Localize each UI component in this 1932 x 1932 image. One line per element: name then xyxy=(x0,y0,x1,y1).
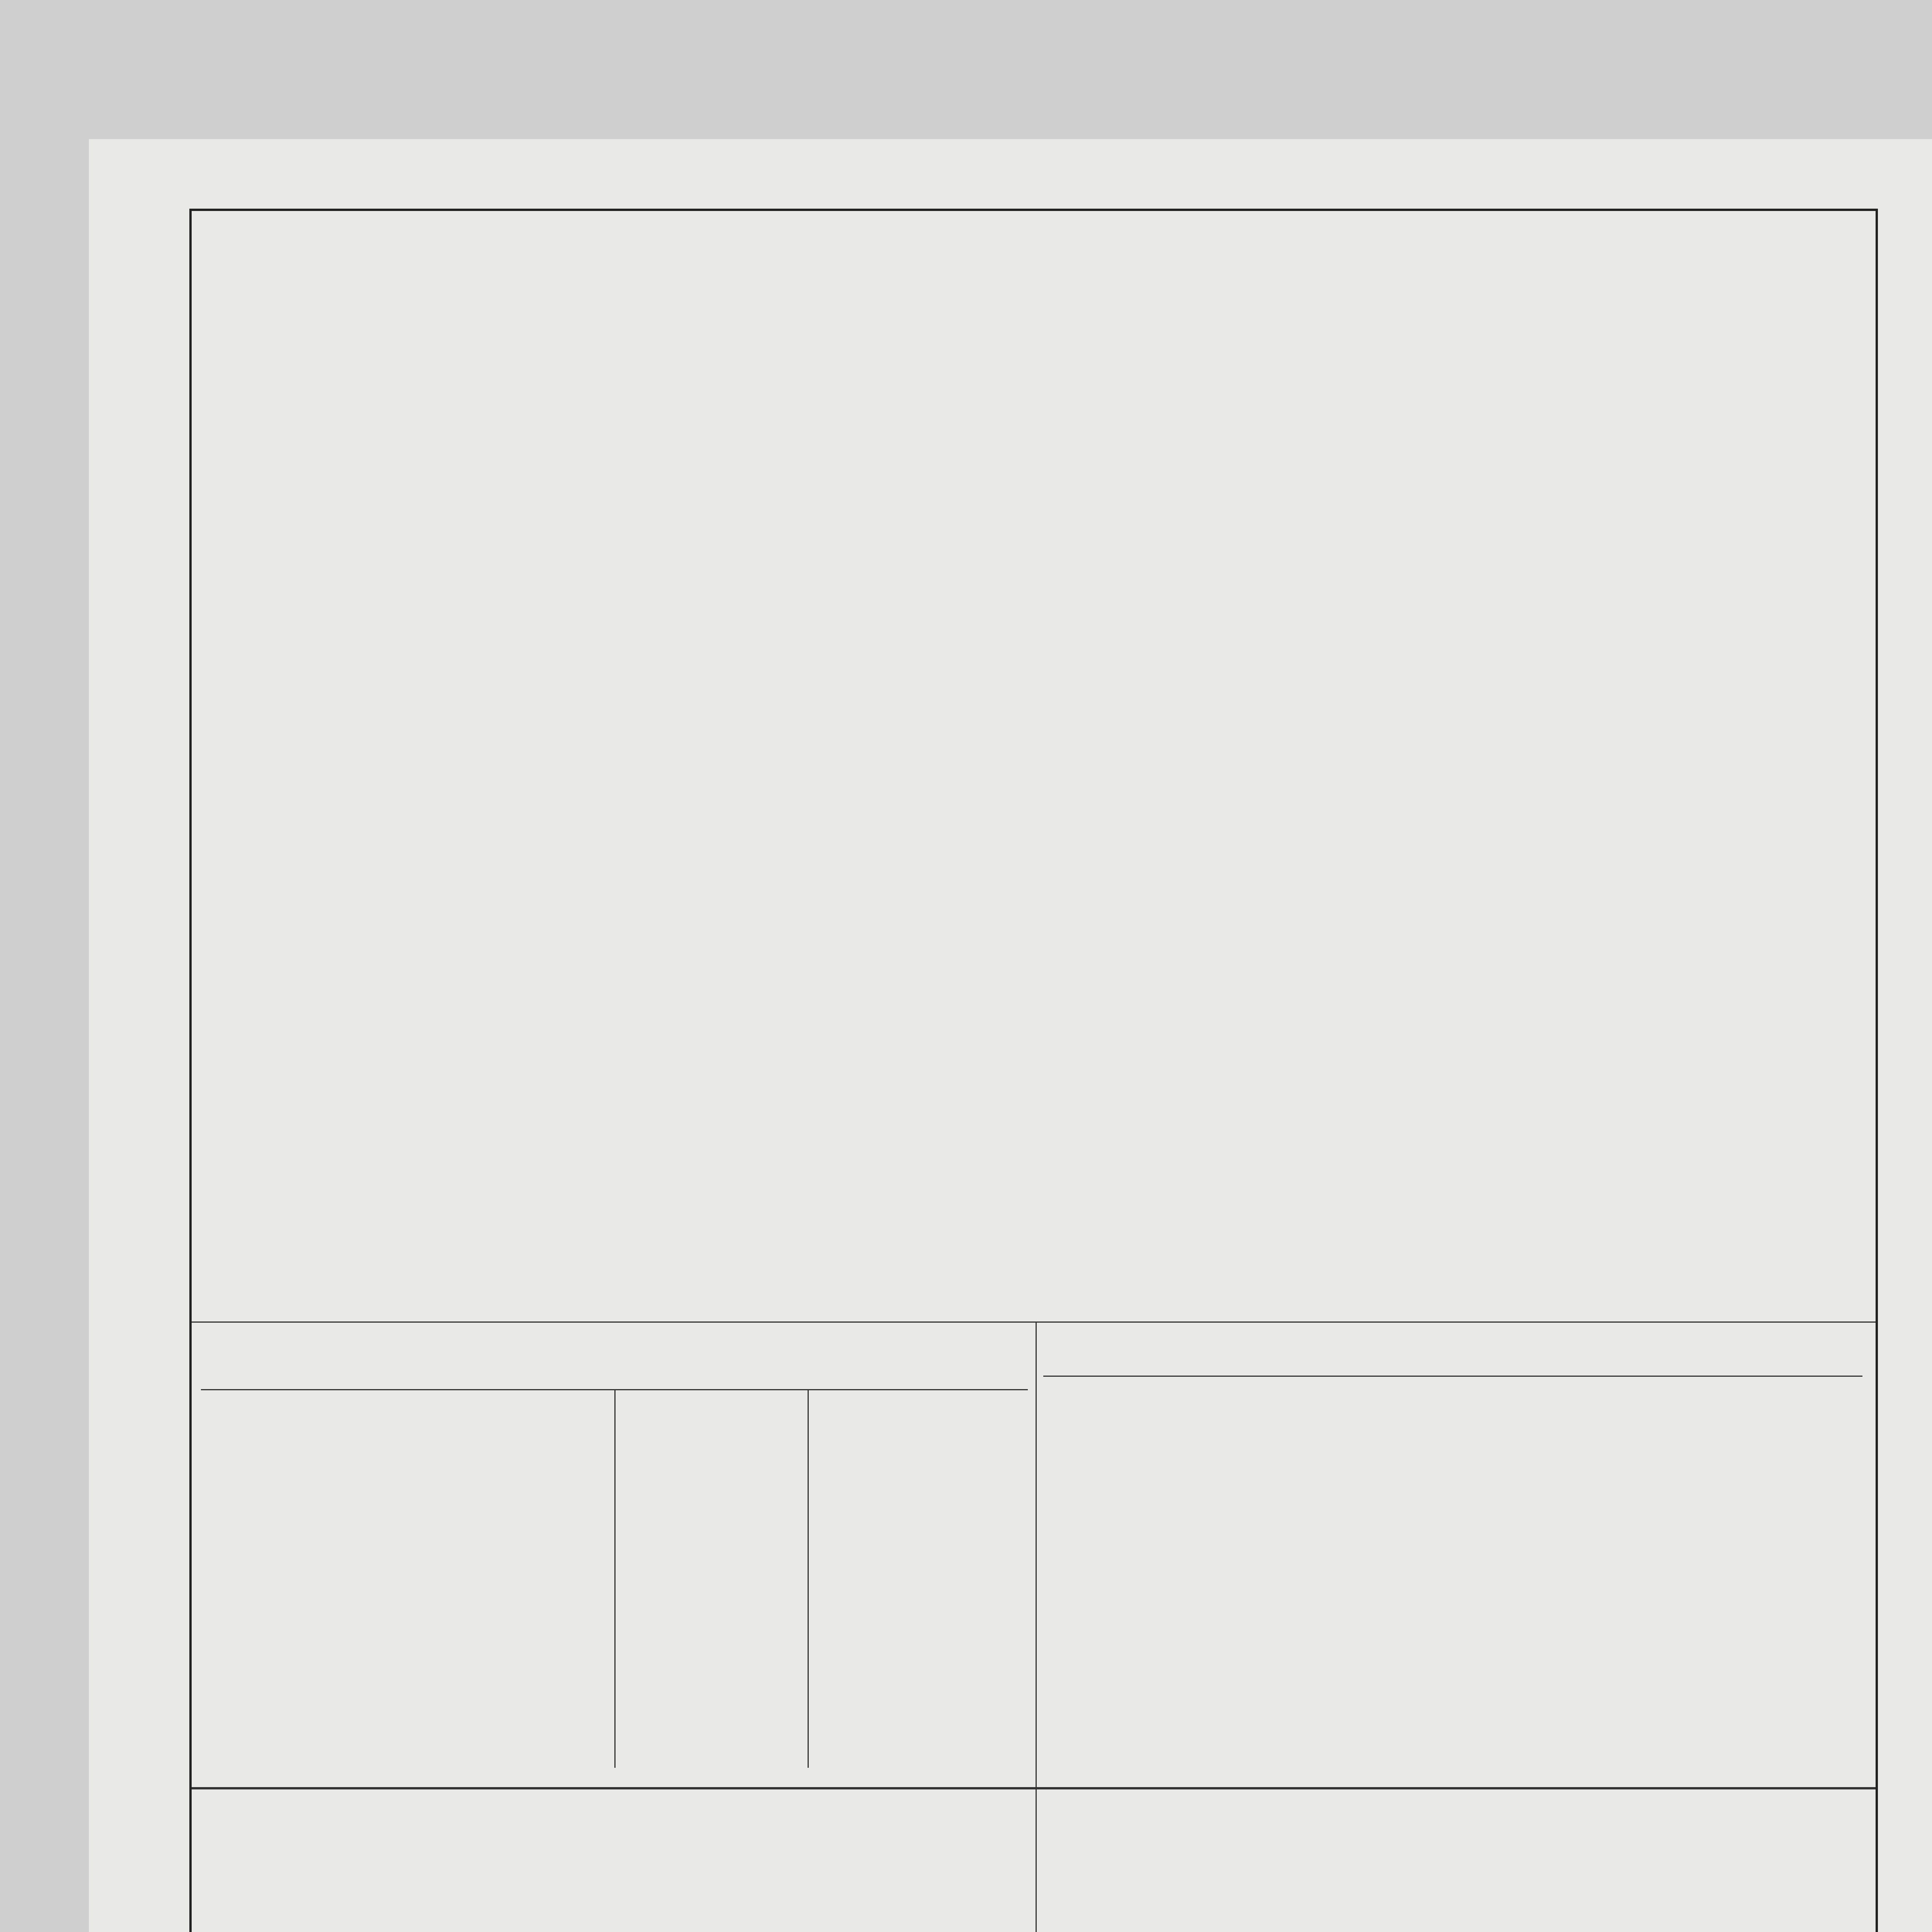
page-frame xyxy=(189,209,1878,1932)
divider xyxy=(808,1389,809,1768)
divider xyxy=(1043,1376,1862,1377)
divider xyxy=(192,1321,1876,1323)
page-header xyxy=(224,170,1886,197)
divider xyxy=(192,1787,1876,1789)
divider xyxy=(614,1389,616,1768)
divider xyxy=(1036,1321,1037,1787)
divider xyxy=(1036,1787,1037,1932)
